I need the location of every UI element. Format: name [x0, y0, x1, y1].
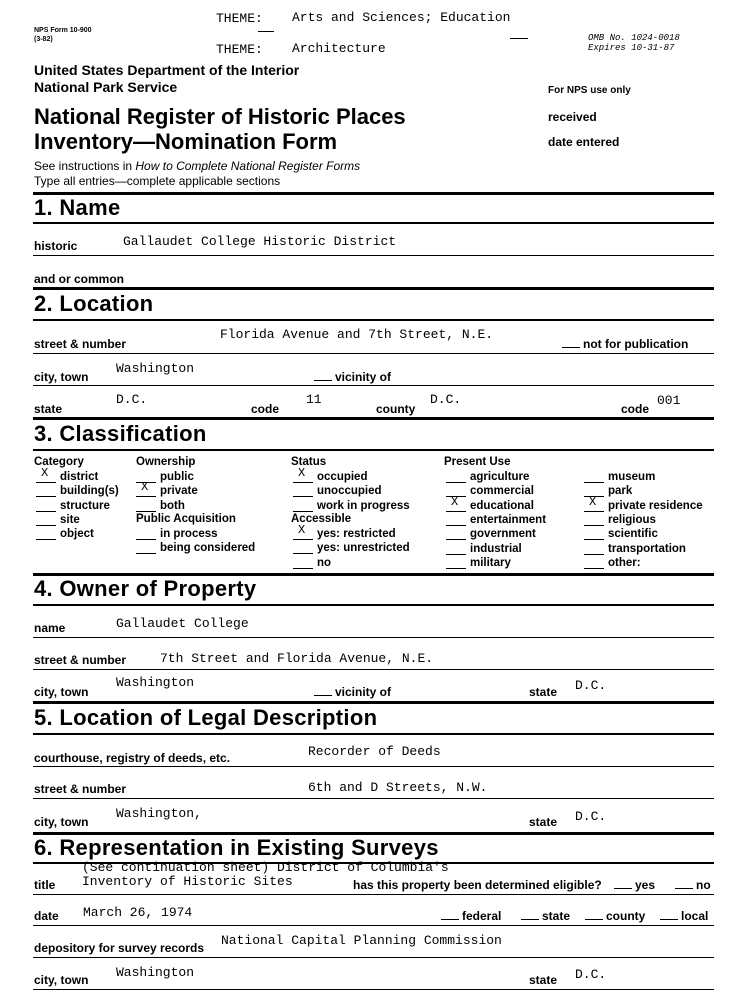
checkbox-label: unoccupied	[317, 485, 382, 498]
checkbox-label: commercial	[470, 485, 534, 498]
checkbox-label: government	[470, 528, 536, 541]
checkbox-label: public	[160, 471, 194, 483]
street-label: street & number	[34, 337, 127, 351]
theme-2-value: Architecture	[292, 41, 386, 56]
field-line	[33, 894, 714, 895]
instructions: See instructions in How to Complete National Register Forms	[34, 159, 361, 173]
checkbox-label: object	[60, 528, 94, 541]
owner-city-value[interactable]: Washington	[116, 675, 195, 690]
level-federal[interactable]: federal	[441, 909, 501, 923]
checkbox-blank[interactable]	[293, 568, 313, 569]
state-value[interactable]: D.C.	[116, 392, 148, 407]
owner-street-value[interactable]: 7th Street and Florida Avenue, N.E.	[160, 651, 434, 666]
checkbox-blank[interactable]	[293, 539, 313, 540]
section-1-title: 1. Name	[34, 195, 121, 220]
section-divider	[33, 449, 714, 451]
survey-title-value-2[interactable]: Inventory of Historic Sites	[82, 874, 293, 889]
field-line	[33, 255, 714, 256]
section-divider	[33, 417, 714, 420]
survey-city-label: city, town	[34, 973, 89, 987]
owner-vicinity-checkbox[interactable]: vicinity of	[314, 685, 391, 699]
legal-street-value[interactable]: 6th and D Streets, N.W.	[308, 780, 488, 795]
checkbox-label: being considered	[160, 542, 256, 555]
state-label: state	[34, 402, 63, 416]
form-date: (3-82)	[34, 36, 53, 43]
legal-state-label: state	[529, 815, 558, 829]
checkbox-label: yes: unrestricted	[317, 542, 410, 555]
checkbox-blank[interactable]	[293, 553, 313, 554]
survey-title-label: title	[34, 878, 56, 892]
instructions-2: Type all entries—complete applicable sections	[34, 174, 281, 188]
owner-name-value[interactable]: Gallaudet College	[116, 616, 249, 631]
checkbox-blank[interactable]	[293, 482, 313, 483]
checkbox-label: site	[60, 513, 80, 526]
expires-date: Expires 10-31-87	[588, 43, 675, 53]
received-label: received	[548, 110, 597, 124]
pen-mark	[510, 38, 528, 39]
owner-state-value[interactable]: D.C.	[575, 678, 607, 693]
form-subtitle: Inventory—Nomination Form	[34, 129, 338, 154]
checkbox-blank[interactable]	[584, 539, 604, 540]
level-local[interactable]: local	[660, 909, 708, 923]
code-2-value[interactable]: 001	[657, 393, 681, 408]
checkbox-blank[interactable]	[584, 554, 604, 555]
eligible-question: has this property been determined eligible?	[353, 878, 602, 892]
owner-name-label: name	[34, 621, 66, 635]
historic-name-value[interactable]: Gallaudet College Historic District	[123, 234, 397, 249]
checkbox-label: industrial	[470, 542, 522, 555]
theme-2-label: THEME:	[216, 42, 263, 57]
section-divider	[33, 287, 714, 290]
pen-mark	[258, 31, 274, 32]
owner-city-label: city, town	[34, 685, 89, 699]
common-name-label: and or common	[34, 272, 125, 286]
checkbox-blank[interactable]	[584, 511, 604, 512]
checkbox-mark: X	[589, 494, 597, 509]
section-divider	[33, 192, 714, 195]
checkbox-mark: X	[298, 523, 306, 537]
checkbox-mark: X	[41, 466, 49, 480]
checkbox-label: private	[160, 485, 198, 498]
survey-date-value[interactable]: March 26, 1974	[83, 905, 193, 920]
level-state[interactable]: state	[521, 909, 570, 923]
checkbox-blank[interactable]	[36, 496, 56, 497]
eligible-yes[interactable]: yes	[614, 878, 655, 892]
section-divider	[33, 733, 714, 735]
field-line	[33, 957, 714, 958]
checkbox-label: park	[608, 485, 633, 498]
checkbox-blank[interactable]	[293, 496, 313, 497]
section-2-title: 2. Location	[34, 291, 154, 316]
level-county[interactable]: county	[585, 909, 645, 923]
checkbox-label: no	[317, 556, 332, 569]
checkbox-label: occupied	[317, 471, 368, 483]
department-name: United States Department of the Interior	[34, 62, 300, 78]
theme-1-value: Arts and Sciences; Education	[292, 10, 511, 25]
checkbox-mark: X	[451, 494, 459, 509]
checkbox-blank[interactable]	[446, 482, 466, 483]
field-line	[33, 637, 714, 638]
courthouse-label: courthouse, registry of deeds, etc.	[34, 751, 231, 765]
checkbox-blank[interactable]	[584, 482, 604, 483]
checkbox-blank[interactable]	[584, 568, 604, 569]
checkbox-blank[interactable]	[446, 525, 466, 526]
checkbox-label: structure	[60, 499, 110, 512]
checkbox-label: other:	[608, 556, 641, 569]
section-6-title: 6. Representation in Existing Surveys	[34, 835, 439, 860]
checkbox-blank[interactable]	[446, 554, 466, 555]
section-divider	[33, 701, 714, 704]
omb-number: OMB No. 1024-0018	[588, 33, 680, 43]
not-for-publication[interactable]: not for publication	[562, 337, 688, 351]
form-title: National Register of Historic Places	[34, 104, 406, 129]
field-line	[33, 925, 714, 926]
legal-city-value[interactable]: Washington,	[116, 806, 202, 821]
theme-1-label: THEME:	[216, 11, 263, 26]
city-label: city, town	[34, 370, 89, 384]
code-value[interactable]: 11	[306, 392, 322, 407]
legal-city-label: city, town	[34, 815, 89, 829]
nps-use-only: For NPS use only	[548, 85, 631, 96]
present-use-heading: Present Use	[444, 456, 511, 468]
survey-date-label: date	[34, 909, 59, 923]
survey-state-label: state	[529, 973, 558, 987]
checkbox-label: scientific	[608, 528, 658, 541]
legal-street-label: street & number	[34, 782, 127, 796]
field-line	[33, 353, 714, 354]
agency-name: National Park Service	[34, 79, 178, 95]
survey-state-value[interactable]: D.C.	[575, 967, 607, 982]
checkbox-blank[interactable]	[446, 539, 466, 540]
checkbox-blank[interactable]	[446, 511, 466, 512]
depository-label: depository for survey records	[34, 941, 205, 955]
section-divider	[33, 319, 714, 321]
checkbox-blank[interactable]	[36, 511, 56, 512]
eligible-no[interactable]: no	[675, 878, 711, 892]
code-label: code	[251, 402, 280, 416]
checkbox-label: yes: restricted	[317, 528, 396, 540]
section-4-title: 4. Owner of Property	[34, 576, 257, 601]
county-label: county	[376, 402, 416, 416]
form-number: NPS Form 10-900	[34, 27, 92, 34]
public-acquisition-heading: Public Acquisition	[136, 513, 236, 525]
checkbox-label: both	[160, 499, 185, 512]
owner-state-label: state	[529, 685, 558, 699]
legal-state-value[interactable]: D.C.	[575, 809, 607, 824]
historic-label: historic	[34, 239, 78, 253]
checkbox-label: military	[470, 556, 511, 569]
checkbox-blank[interactable]	[36, 525, 56, 526]
checkbox-label: agriculture	[470, 471, 530, 483]
city-value[interactable]: Washington	[116, 361, 195, 376]
survey-title-value-1[interactable]: (See continuation sheet) District of Columbia's	[82, 860, 449, 875]
checkbox-label: museum	[608, 471, 656, 483]
checkbox-blank[interactable]	[136, 553, 156, 554]
field-line	[33, 669, 714, 670]
checkbox-blank[interactable]	[36, 539, 56, 540]
checkbox-label: work in progress	[317, 499, 410, 512]
field-line	[33, 766, 714, 767]
owner-street-label: street & number	[34, 653, 127, 667]
checkbox-label: religious	[608, 513, 656, 526]
checkbox-label: entertainment	[470, 513, 547, 526]
checkbox-blank[interactable]	[36, 482, 56, 483]
checkbox-blank[interactable]	[584, 525, 604, 526]
field-line	[33, 798, 714, 799]
checkbox-label: building(s)	[60, 485, 119, 498]
section-3-title: 3. Classification	[34, 421, 207, 446]
depository-value[interactable]: National Capital Planning Commission	[221, 933, 502, 948]
section-divider	[33, 222, 714, 224]
category-heading: Category	[34, 456, 84, 468]
date-entered-label: date entered	[548, 135, 620, 149]
checkbox-label: transportation	[608, 542, 686, 555]
checkbox-label: educational	[470, 499, 534, 512]
vicinity-checkbox[interactable]: vicinity of	[314, 370, 391, 384]
section-5-title: 5. Location of Legal Description	[34, 705, 378, 730]
checkbox-blank[interactable]	[136, 511, 156, 512]
checkbox-blank[interactable]	[446, 568, 466, 569]
section-divider	[33, 604, 714, 606]
status-heading: Status	[291, 456, 327, 468]
checkbox-blank[interactable]	[136, 539, 156, 540]
survey-city-value[interactable]: Washington	[116, 965, 195, 980]
checkbox-blank[interactable]	[293, 511, 313, 512]
courthouse-value[interactable]: Recorder of Deeds	[308, 744, 441, 759]
checkbox-blank[interactable]	[136, 496, 156, 497]
code-2-label: code	[621, 402, 650, 416]
field-line	[33, 989, 714, 990]
checkbox-label: district	[60, 471, 99, 483]
accessible-heading: Accessible	[291, 513, 352, 525]
field-line	[33, 385, 714, 386]
checkbox-label: in process	[160, 528, 218, 540]
ownership-heading: Ownership	[136, 456, 196, 468]
street-value[interactable]: Florida Avenue and 7th Street, N.E.	[220, 327, 494, 342]
checkbox-label: private residence	[608, 499, 703, 512]
county-value[interactable]: D.C.	[430, 392, 462, 407]
checkbox-mark: X	[298, 466, 306, 480]
checkbox-mark: X	[141, 480, 149, 495]
